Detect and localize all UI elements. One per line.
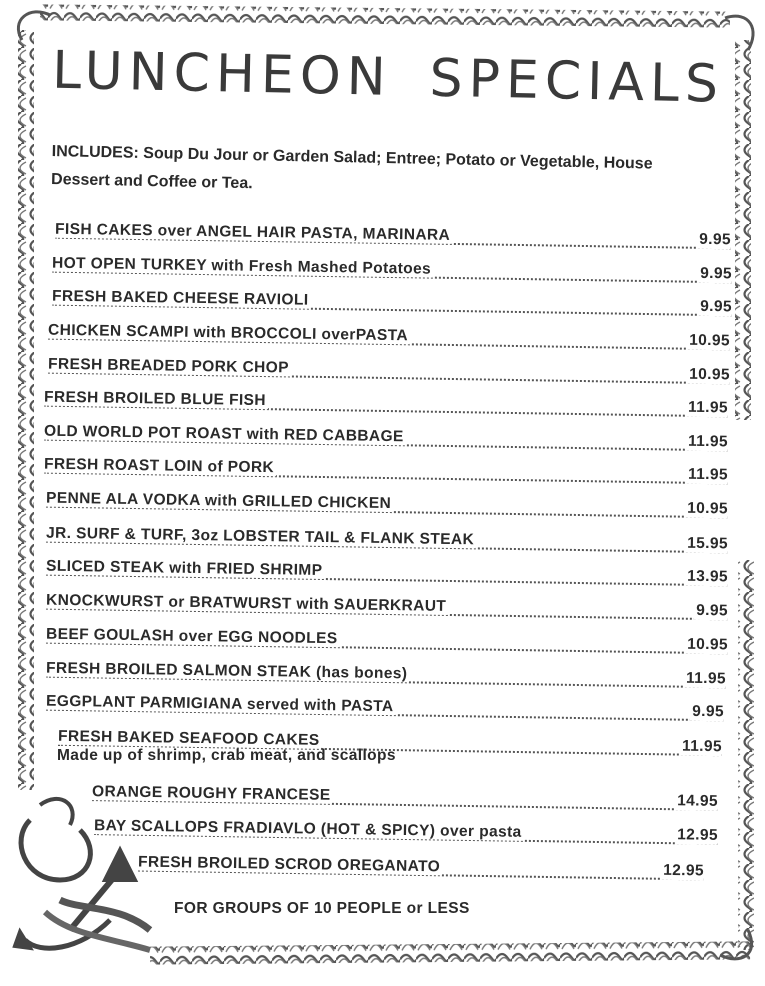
menu-item-price: 13.95 [685,568,728,587]
menu-item-name: ORANGE ROUGHY FRANCESE [91,783,331,804]
menu-item-name: BAY SCALLOPS FRADIAVLO (HOT & SPICY) over pasta [93,817,522,841]
menu-item-price: 11.95 [686,433,728,452]
menu-item-price: 11.95 [686,466,728,485]
menu-item-name: FRESH ROAST LOIN of PORK [43,455,275,477]
title-word-luncheon: LUNCHEON [51,40,393,108]
menu-item-name: FISH CAKES over ANGEL HAIR PASTA, MARINARA [54,220,451,244]
menu-item-name: EGGPLANT PARMIGIANA served with PASTA [45,692,394,716]
seafood-cakes-note: Made up of shrimp, crab meat, and scallops [57,747,396,764]
menu-item-name: OLD WORLD POT ROAST with RED CABBAGE [43,422,404,446]
menu-item-name: HOT OPEN TURKEY with Fresh Mashed Potatoes [51,254,432,278]
menu-item-price: 10.95 [685,500,728,519]
menu-item-price: 10.95 [685,636,728,655]
menu-item-price: 12.95 [661,862,704,881]
menu-item-price: 12.95 [675,826,718,845]
menu-title [51,41,753,136]
menu-item-price: 9.95 [698,298,732,317]
menu-item-name: FRESH BAKED CHEESE RAVIOLI [51,287,309,309]
menu-item-name: FRESH BAKED SEAFOOD CAKES [57,727,320,749]
menu-item-name: FRESH BROILED SCROD OREGANATO [137,853,441,876]
menu-item-price: 11.95 [680,738,722,757]
menu-item-name: BEEF GOULASH over EGG NOODLES [45,625,338,648]
menu-item-name: JR. SURF & TURF, 3oz LOBSTER TAIL & FLANK STEAK [45,524,475,549]
menu-item-name: FRESH BROILED BLUE FISH [43,388,267,410]
menu-item-price: 9.95 [690,703,724,722]
menu-item-price: 9.95 [697,231,731,250]
menu-item-price: 11.95 [684,670,726,689]
menu-item-name: CHICKEN SCAMPI with BROCCOLI overPASTA [47,321,409,345]
menu-item-price: 9.95 [698,265,732,284]
menu-item-price: 9.95 [694,602,728,621]
menu-item-name: FRESH BROILED SALMON STEAK (has bones) [45,659,408,683]
groups-footer: FOR GROUPS OF 10 PEOPLE or LESS [174,900,470,917]
includes-text: INCLUDES: Soup Du Jour or Garden Salad; Entree; Potato or Vegetable, House Dessert and Coffee or Tea. [50,142,653,193]
menu-item-price: 10.95 [687,366,730,385]
menu-item-name: PENNE ALA VODKA with GRILLED CHICKEN [45,489,392,513]
menu-item-name: FRESH BREADED PORK CHOP [47,355,290,377]
menu-item-price: 15.95 [685,535,728,554]
menu-item-name: KNOCKWURST or BRATWURST with SAUERKRAUT [45,591,447,615]
menu-item-price: 11.95 [686,399,728,418]
menu-item-price: 10.95 [687,332,730,351]
menu-item-name: SLICED STEAK with FRIED SHRIMP [45,557,323,579]
menu-item-price: 14.95 [675,792,718,811]
title-word-specials: SPECIALS [429,48,725,115]
